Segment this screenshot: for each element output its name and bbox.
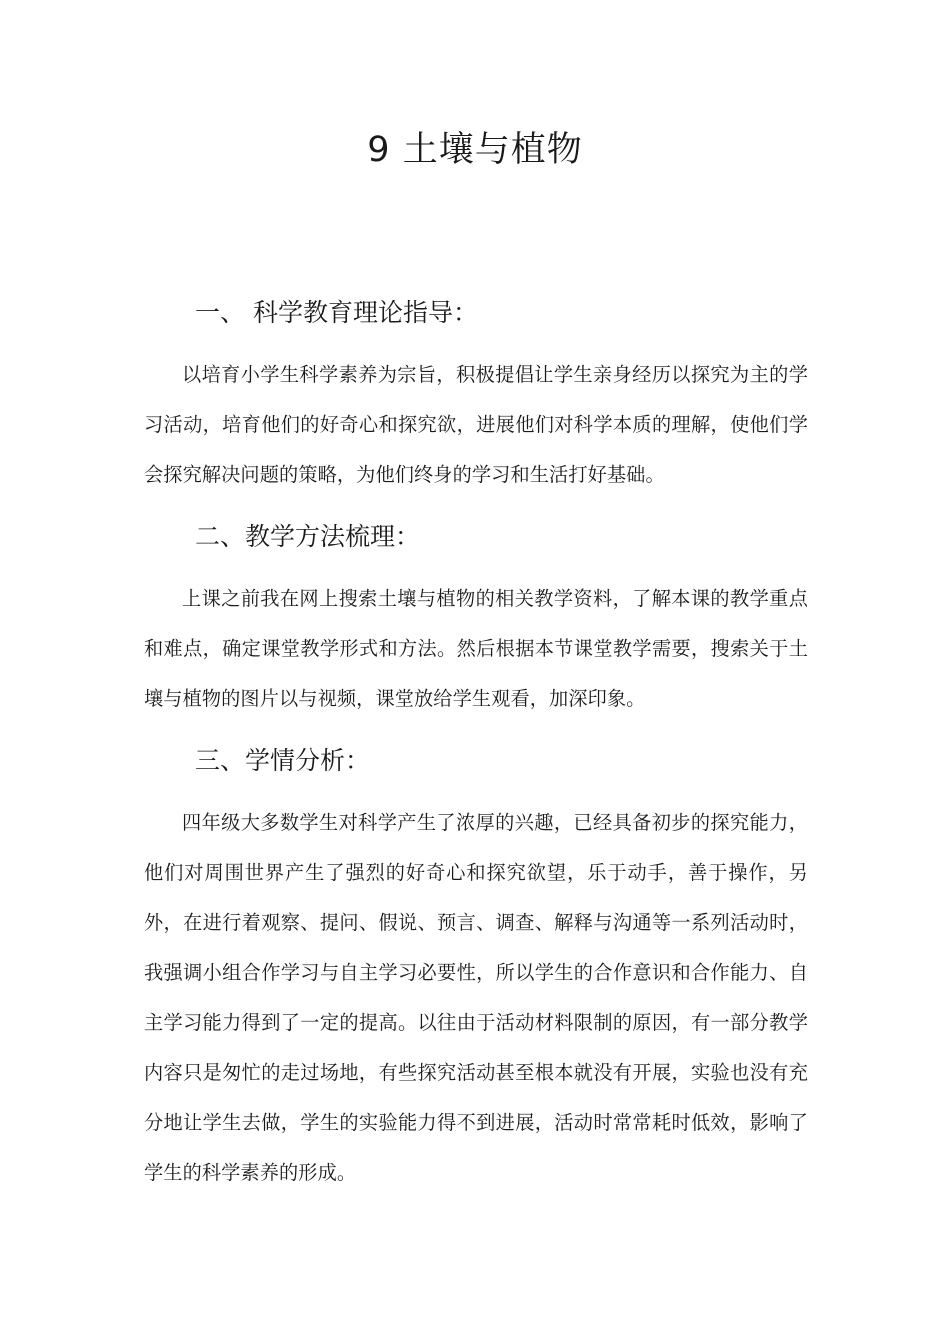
section-heading-theory: 一、 科学教育理论指导： (195, 298, 478, 327)
section-paragraph-theory: 以培育小学生科学素养为宗旨，积极提倡让学生亲身经历以探究为主的学习活动，培育他们的好奇心和探究欲，进展他们对科学本质的理解，使他们学会探究解决问题的策略，为他们终身的学习和生活打好基础。 (144, 363, 808, 486)
document-title: 9 土壤与植物 (367, 130, 583, 170)
section-paragraph-analysis: 四年级大多数学生对科学产生了浓厚的兴趣，已经具备初步的探究能力，他们对周围世界产生了强烈的好奇心和探究欲望，乐于动手，善于操作，另外，在进行着观察、提问、假说、预言、调查、解释与沟通等一系列活动时，我强调小组合作学习与自主学习必要性，所以学生的合作意识和合作能力、自主学习能力得到了一定的提高。以往由于活动材料限制的原因，有一部分教学内容只是匆忙的走过场地，有些探究活动甚至根本就没有开展，实验也没有充分地让学生去做，学生的实验能力得不到进展，活动时常常耗时低效，影响了学生的科学素养的形成。 (144, 811, 808, 1184)
section-paragraph-methods: 上课之前我在网上搜索土壤与植物的相关教学资料，了解本课的教学重点和难点，确定课堂教学形式和方法。然后根据本节课堂教学需要，搜索关于土壤与植物的图片以与视频，课堂放给学生观看，加深印象。 (144, 587, 808, 710)
section-heading-methods: 二、教学方法梳理： (195, 522, 421, 551)
section-heading-analysis: 三、学情分析： (195, 746, 371, 775)
